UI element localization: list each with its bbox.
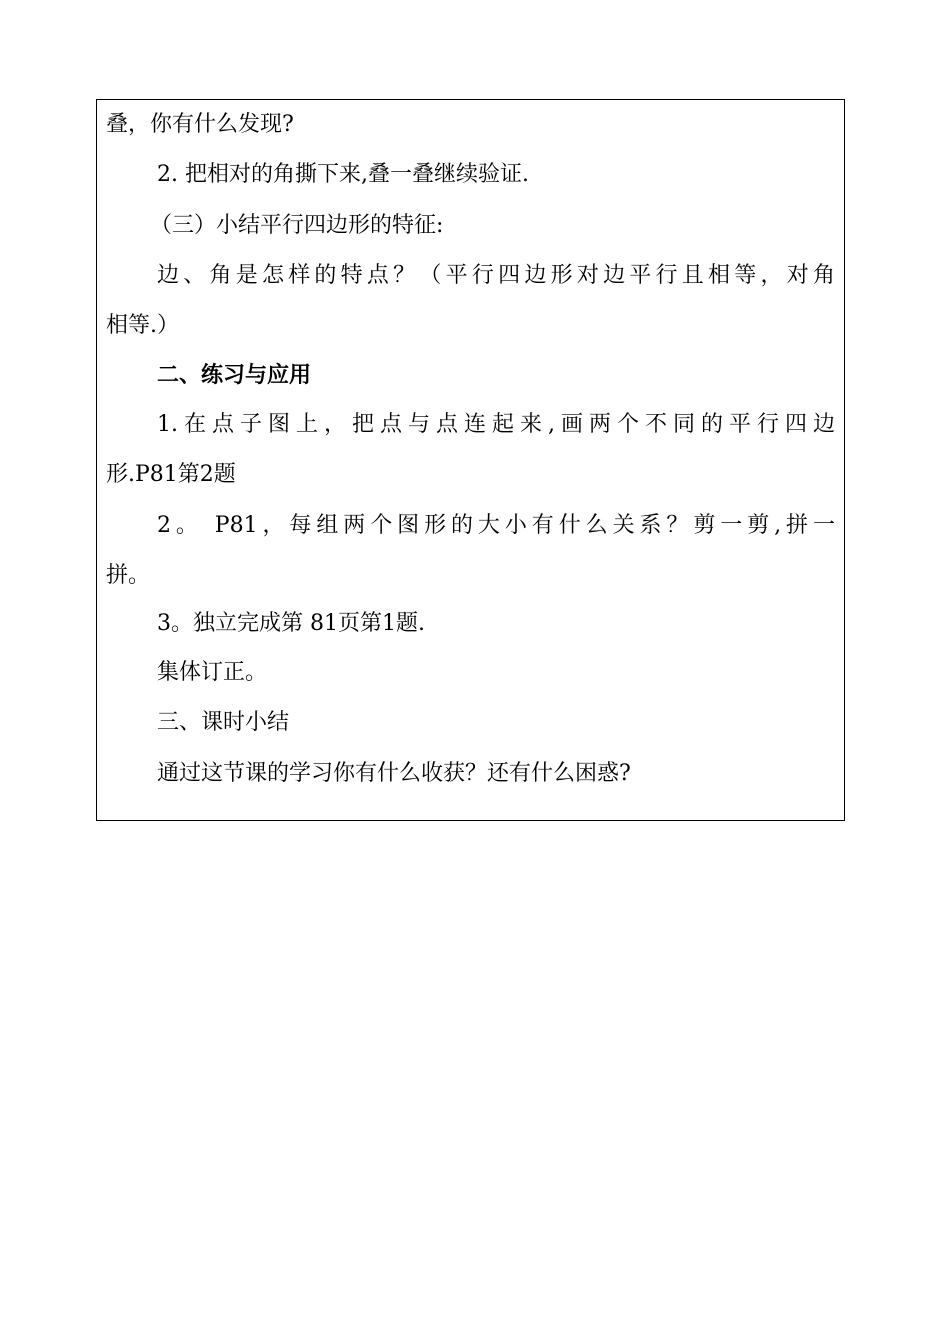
text-line-1: 叠，你有什么发现? [106, 112, 294, 137]
text-line-7: 1.在点子图上，把点与点连起来,画两个不同的平行四边 [157, 412, 835, 437]
text-line-11: 3。独立完成第 81页第1题. [157, 611, 425, 636]
text-line-9: 2。 P81，每组两个图形的大小有什么关系？剪一剪,拼一 [157, 513, 835, 538]
text-line-4: 边、角是怎样的特点？（平行四边形对边平行且相等，对角 [157, 263, 835, 288]
section-heading-summary: 三、课时小结 [157, 710, 290, 735]
text-line-3: （三）小结平行四边形的特征: [150, 213, 444, 238]
text-line-14: 通过这节课的学习你有什么收获？还有什么困惑? [157, 761, 631, 786]
text-line-2: 2. 把相对的角撕下来,叠一叠继续验证. [157, 162, 529, 187]
text-line-12: 集体订正。 [157, 660, 268, 685]
text-line-10: 拼。 [106, 563, 151, 588]
text-line-8: 形.P81第2题 [106, 462, 236, 487]
text-line-5: 相等.） [106, 313, 179, 338]
section-heading-practice: 二、练习与应用 [157, 363, 312, 388]
